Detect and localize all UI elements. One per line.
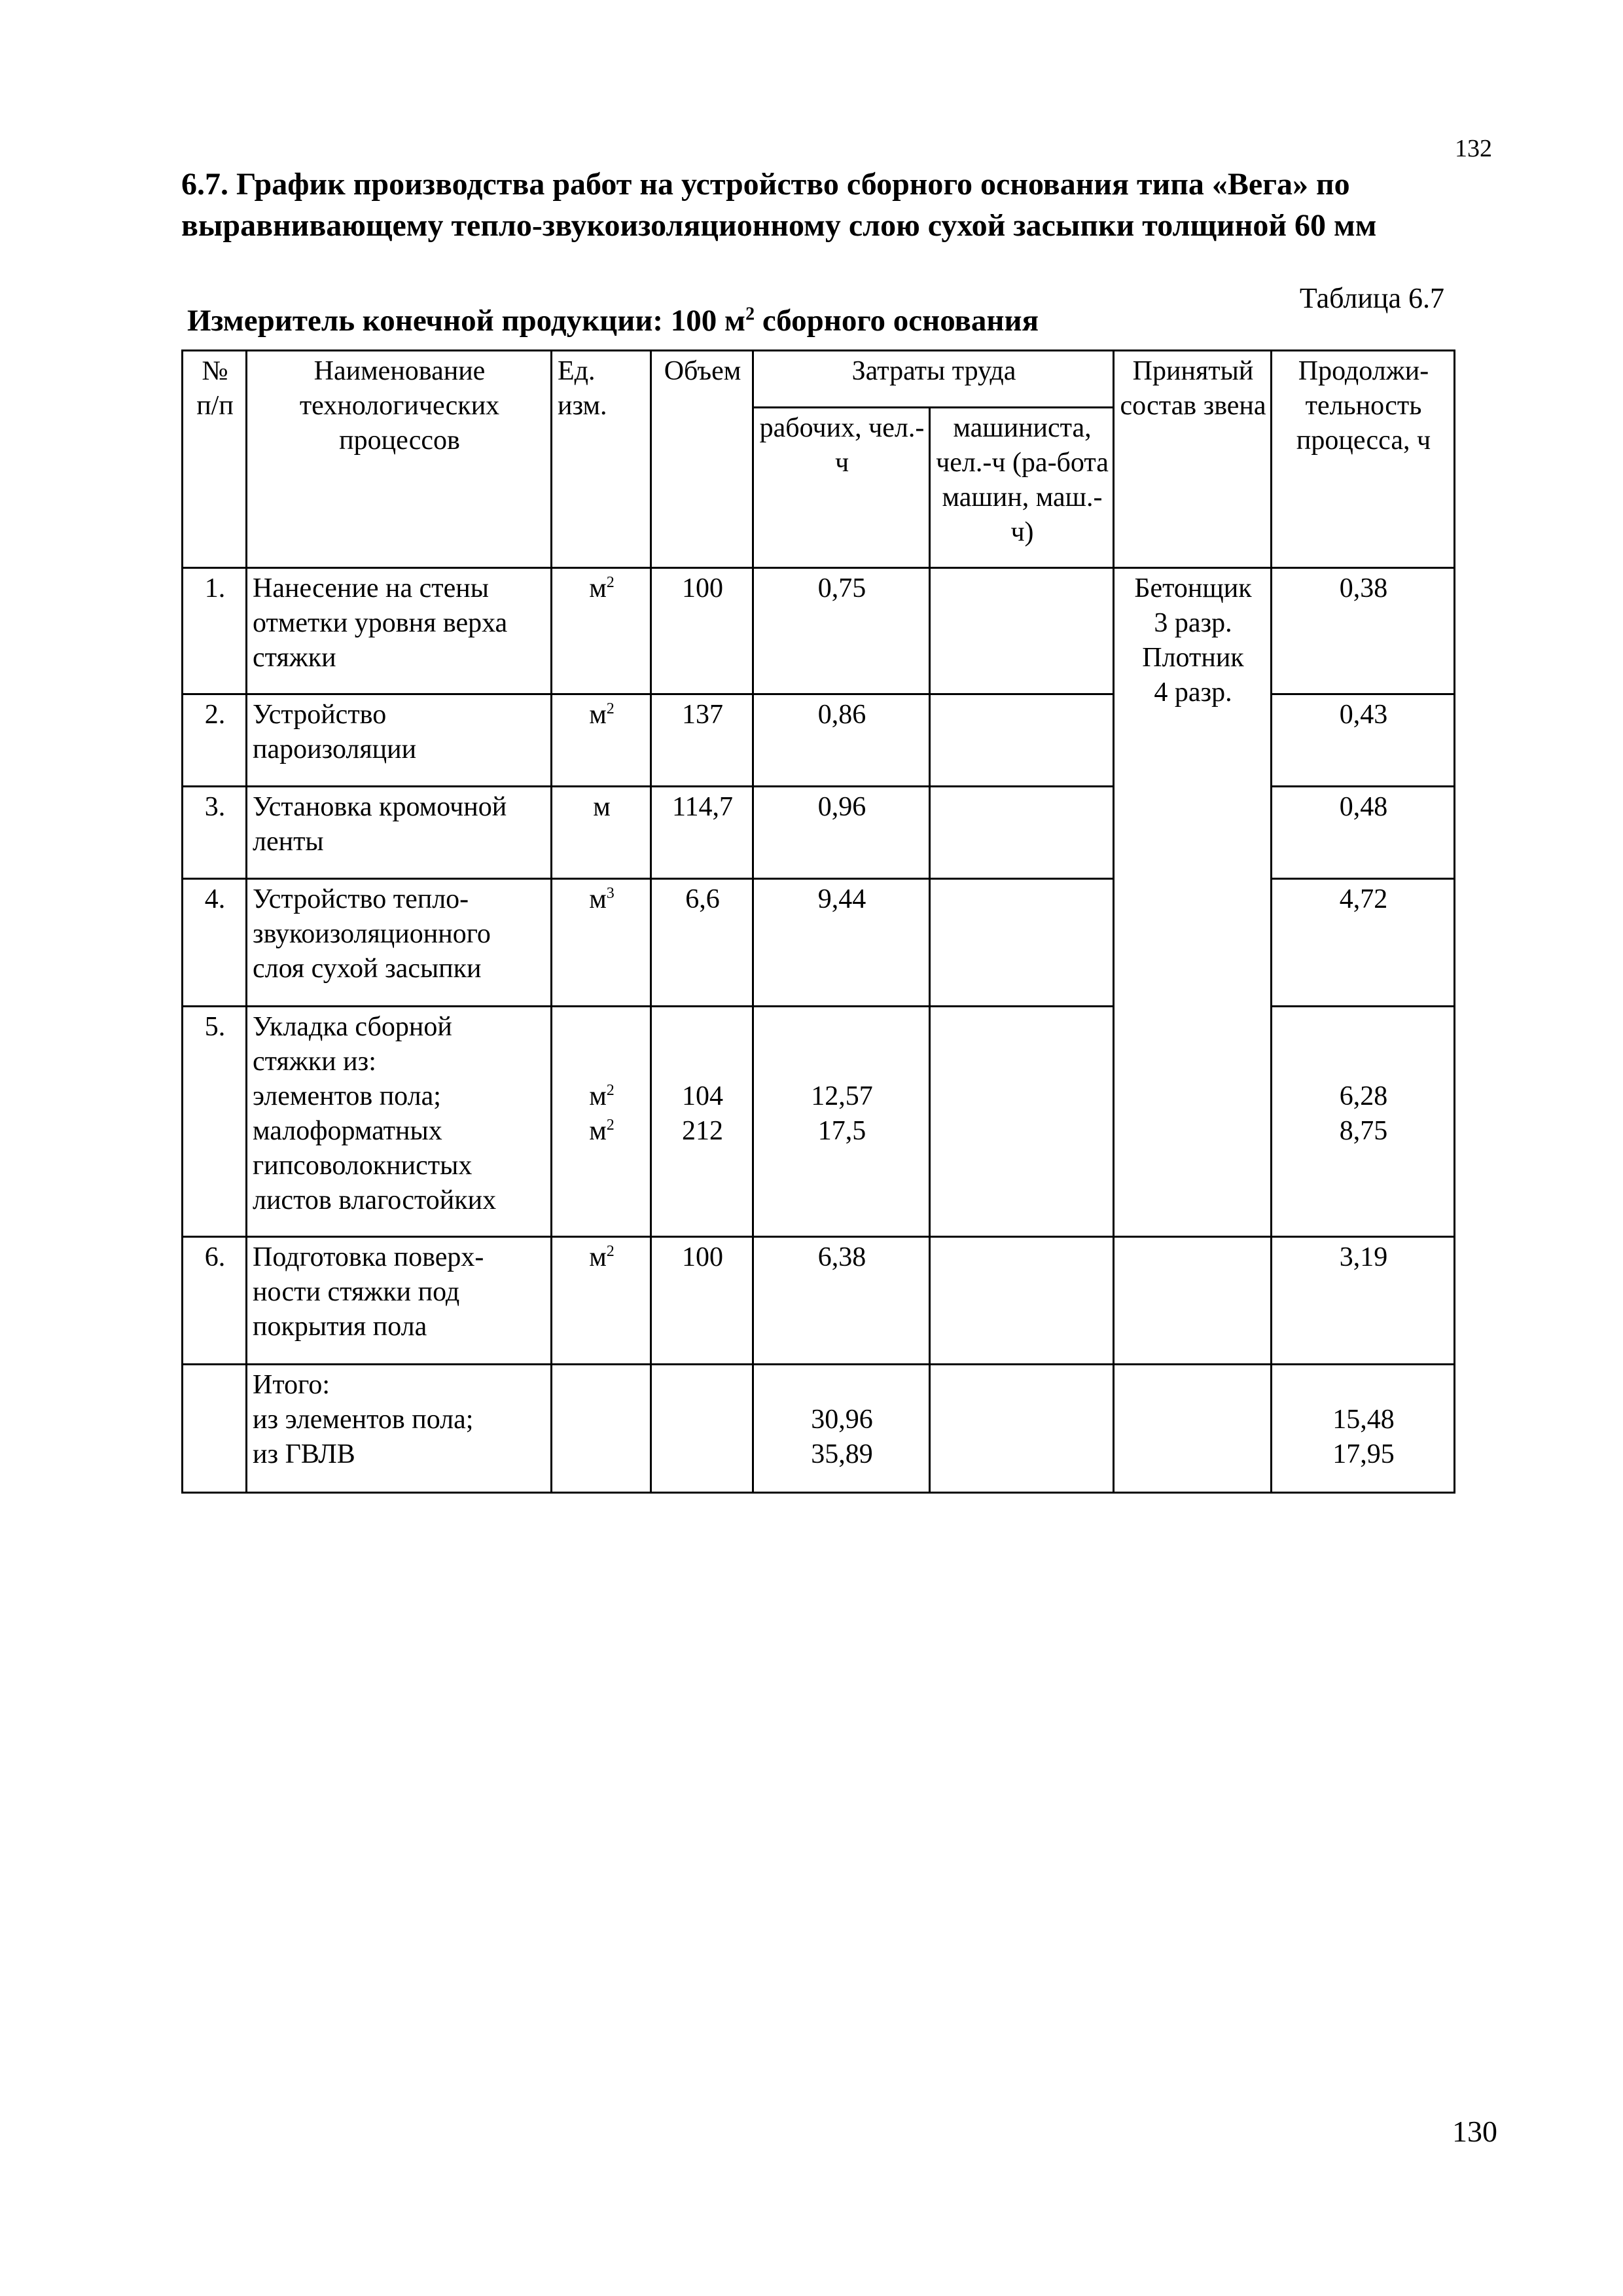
row-name: Подготовка поверх-ности стяжки под покрытия пола <box>247 1237 552 1365</box>
measure-suffix: сборного основания <box>755 304 1039 338</box>
table-caption: Таблица 6.7 <box>1299 282 1444 314</box>
row-workers: 0,75 <box>753 568 930 694</box>
row-workers: 0,86 <box>753 694 930 787</box>
row-duration: 0,48 <box>1272 787 1455 879</box>
row-workers: 9,44 <box>753 879 930 1007</box>
row-name: Устройство пароизоляции <box>247 694 552 787</box>
header-machinist: машиниста, чел.-ч (ра-бота машин, маш.-ч) <box>930 408 1114 568</box>
row-machinist <box>930 787 1114 879</box>
total-machinist <box>930 1365 1114 1493</box>
crew-cell <box>1114 568 1272 1237</box>
row-duration: 0,43 <box>1272 694 1455 787</box>
row-unit: $м^3$ <box>552 879 651 1007</box>
header-volume: Объем <box>651 351 753 568</box>
row-machinist <box>930 694 1114 787</box>
row-volume: 114,7 <box>651 787 753 879</box>
row-unit: м <box>552 787 651 879</box>
total-crew <box>1114 1365 1272 1493</box>
row-unit: $м^2$ <box>552 568 651 694</box>
measure-unit-line <box>187 303 1039 338</box>
row-volume: 104 212 <box>651 1007 753 1237</box>
total-workers: 30,96 35,89 <box>753 1365 930 1493</box>
row-machinist <box>930 1237 1114 1365</box>
header-name: Наименование технологических процессов <box>247 351 552 568</box>
crew-line: 4 разр. <box>1154 677 1232 708</box>
table-row <box>183 568 1455 694</box>
header-row <box>183 351 1455 408</box>
total-num <box>183 1365 247 1493</box>
row-volume: 100 <box>651 1237 753 1365</box>
crew-line: Плотник <box>1142 643 1244 673</box>
total-name: Итого: из элементов пола; из ГВЛВ <box>247 1365 552 1493</box>
row-name: Нанесение на стены отметки уровня верха стяжки <box>247 568 552 694</box>
measure-prefix: Измеритель конечной продукции: 100 м <box>187 304 746 338</box>
total-row <box>183 1365 1455 1493</box>
row-num: 6. <box>183 1237 247 1365</box>
header-duration: Продолжи-тельность процесса, ч <box>1272 351 1455 568</box>
section-title: 6.7. График производства работ на устройство сборного основания типа «Вега» по выравнивающему тепло-звукоизоляционному слою сухой засыпки толщиной 60 мм <box>181 167 1377 243</box>
row-volume: 137 <box>651 694 753 787</box>
table-row <box>183 1237 1455 1365</box>
row-name: Укладка сборной стяжки из: элементов пола; малоформатных гипсоволокнистых листов влагостойких <box>247 1007 552 1237</box>
row-workers: 0,96 <box>753 787 930 879</box>
row-num: 2. <box>183 694 247 787</box>
row-volume: 100 <box>651 568 753 694</box>
row-num: 5. <box>183 1007 247 1237</box>
row-num: 1. <box>183 568 247 694</box>
row-name: Устройство тепло-звукоизоляционного слоя сухой засыпки <box>247 879 552 1007</box>
page-number-bottom: 130 <box>1452 2115 1497 2148</box>
page-number-top: 132 <box>1455 135 1492 162</box>
row-duration: 3,19 <box>1272 1237 1455 1365</box>
row-machinist <box>930 568 1114 694</box>
row-crew-empty <box>1114 1237 1272 1365</box>
row-workers: 6,38 <box>753 1237 930 1365</box>
crew-line: 3 разр. <box>1154 608 1232 638</box>
total-volume <box>651 1365 753 1493</box>
row-volume: 6,6 <box>651 879 753 1007</box>
row-duration: 0,38 <box>1272 568 1455 694</box>
row-workers: 12,57 17,5 <box>753 1007 930 1237</box>
row-machinist <box>930 879 1114 1007</box>
header-labor: Затраты труда <box>753 351 1114 408</box>
row-duration: 6,28 8,75 <box>1272 1007 1455 1237</box>
header-num: № п/п <box>183 351 247 568</box>
total-unit <box>552 1365 651 1493</box>
header-unit: Ед. изм. <box>552 351 651 568</box>
row-num: 3. <box>183 787 247 879</box>
row-unit: $м^2$ <box>552 1237 651 1365</box>
measure-sup: 2 <box>745 304 755 325</box>
row-unit: $м^2$ $м^2$ <box>552 1007 651 1237</box>
row-name: Установка кромочной ленты <box>247 787 552 879</box>
total-duration: 15,48 17,95 <box>1272 1365 1455 1493</box>
row-unit: $м^2$ <box>552 694 651 787</box>
row-machinist <box>930 1007 1114 1237</box>
row-num: 4. <box>183 879 247 1007</box>
work-schedule-table <box>181 350 1455 1494</box>
crew-line: Бетонщик <box>1134 573 1252 603</box>
row-duration: 4,72 <box>1272 879 1455 1007</box>
header-workers: рабочих, чел.-ч <box>753 408 930 568</box>
header-crew: Принятый состав звена <box>1114 351 1272 568</box>
